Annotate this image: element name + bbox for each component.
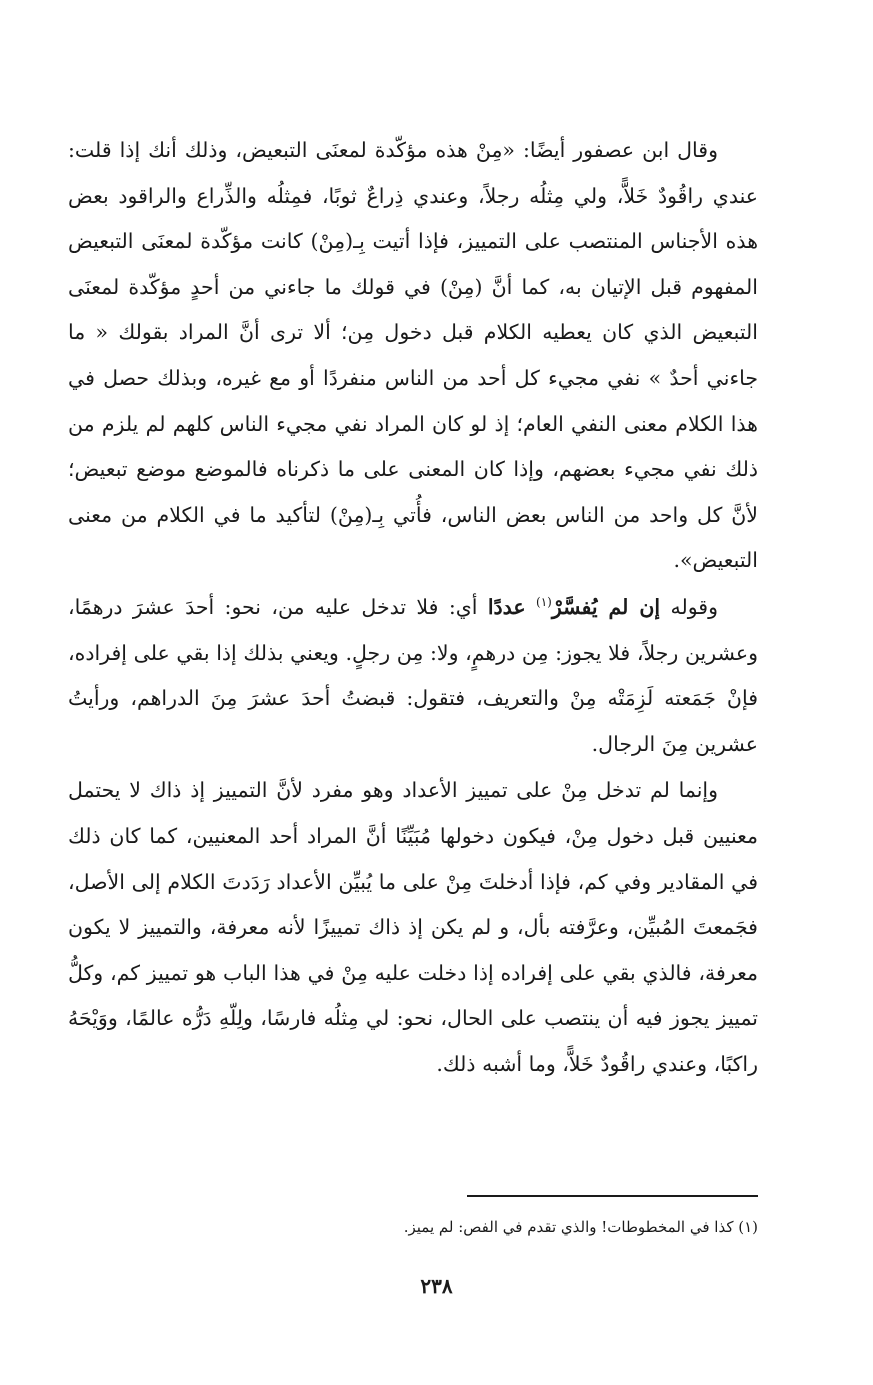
footnote: (١) كذا في المخطوطات! والذي تقدم في الفص: لم يميز. xyxy=(403,1218,758,1236)
paragraph-2 xyxy=(68,585,758,767)
paragraph-3 xyxy=(68,768,758,1087)
paragraph-1-text: وقال ابن عصفور أيضًا: «مِنْ هذه مؤكّدة لمعنَى التبعيض، وذلك أنك إذا قلت: عندي راقُودٌ خَلاًّ، ولي مِثلُه رجلاً، وعندي ذِراعٌ ثوبًا، فمِثلُه والذِّراع والراقود بعض هذه الأجناس المنتصب على التمييز، فإذا أتيت بِـ(مِنْ) كانت مؤكّدة لمعنَى التبعيض المفهوم قبل الإتيان به، كما أنَّ (مِنْ) في قولك ما جاءني من أحدٍ مؤكّدة لمعنَى التبعيض الذي كان يعطيه الكلام قبل دخول مِن؛ ألا ترى أنَّ المراد بقولك « ما جاءني أحدٌ » نفي مجيء كل أحد من الناس منفردًا أو مع غيره، وبذلك حصل في هذا الكلام معنى النفي العام؛ إذ لو كان المراد نفي مجيء الناس كلهم لم يلزم من ذلك نفي مجيء بعضهم، وإذا كان المعنى على ما ذكرناه فالموضع موضع تبعيض؛ لأنَّ كل واحد من الناس بعض الناس، فأُتي بِـ(مِنْ) لتأكيد ما في الكلام من معنى التبعيض». xyxy=(68,138,758,573)
paragraph-2-text: أي: فلا تدخل عليه من، نحو: أحدَ عشرَ درهمًا، وعشرين رجلاً، فلا يجوز: مِن درهمٍ، ولا: مِن رجلٍ. ويعني بذلك إذا بقي على إفراده، فإنْ جَمَعته لَزِمَتْه مِنْ والتعريف، فتقول: قبضتُ أحدَ عشرَ مِنَ الدراهم، ورأيتُ عشرين مِنَ الرجال. xyxy=(68,594,758,756)
footnote-divider xyxy=(467,1195,758,1197)
quoted-phrase: إن لم يُفسَّرْ xyxy=(551,594,661,619)
quoted-word: عددًا xyxy=(487,594,526,619)
paragraph-3-text: وإنما لم تدخل مِنْ على تمييز الأعداد وهو مفرد لأنَّ التمييز إذ ذاك لا يحتمل معنيين قبل دخول مِنْ، فيكون دخولها مُبَيِّنًا أنَّ المراد أحد المعنيين، كما كان ذلك في المقادير وفي كم، فإذا أدخلتَ مِنْ على ما يُبيِّن الأعداد رَدَدتَ الكلام إلى الأصل، فجَمعتَ المُبيِّن، وعرَّفته بأل، و لم يكن إذ ذاك تمييزًا لأنه معرفة، والتمييز لا يكون معرفة، فالذي بقي على إفراده إذا دخلت عليه مِنْ في هذا الباب هو تمييز كم، وكلُّ تمييز يجوز فيه أن ينتصب على الحال، نحو: لي مِثلُه فارسًا، ولِلّهِ دَرُّه عالمًا، ووَيْحَهُ راكبًا، وعندي راقُودٌ خَلاًّ، وما أشبه ذلك. xyxy=(68,778,758,1076)
footnote-reference: (١) xyxy=(536,595,552,610)
paragraph-1 xyxy=(68,128,758,584)
page-number: ٢٣٨ xyxy=(420,1274,453,1298)
main-text xyxy=(68,128,758,1087)
paragraph-2-lead: وقوله xyxy=(670,594,718,619)
